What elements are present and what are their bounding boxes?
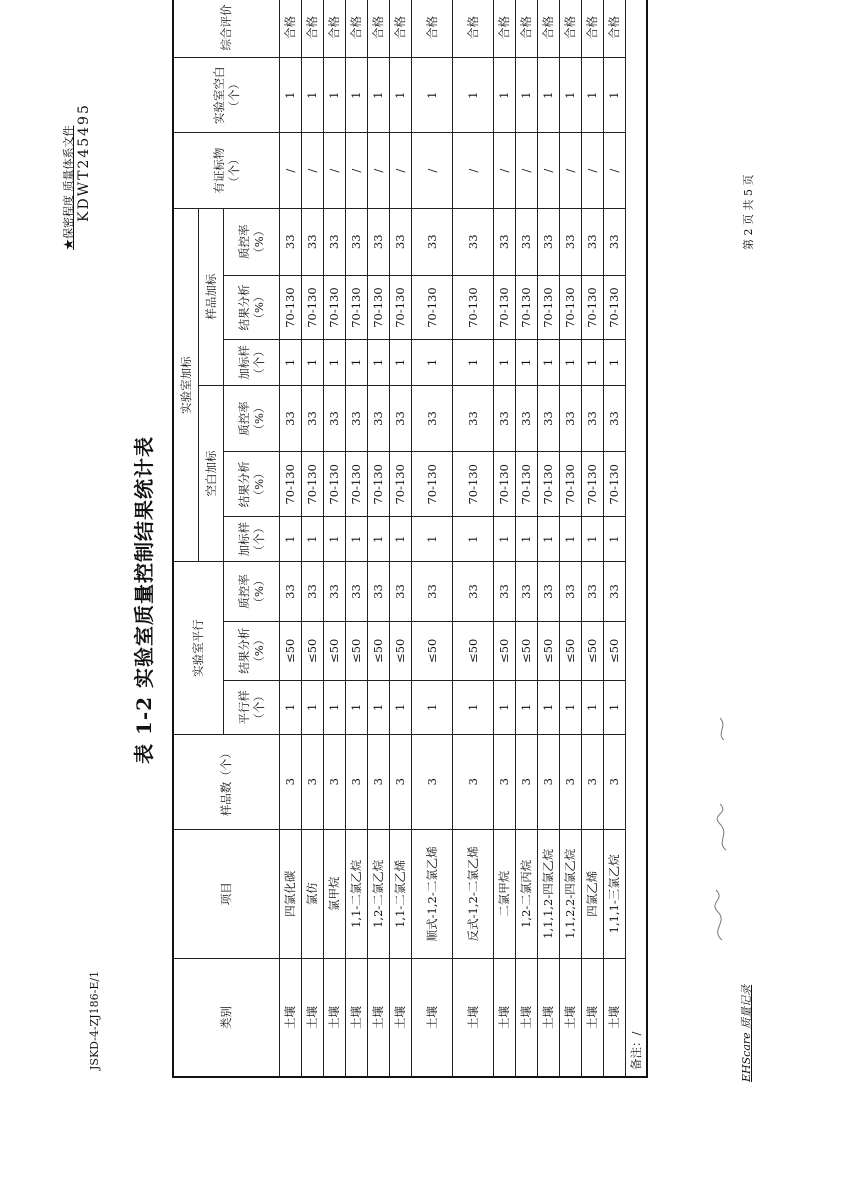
row-overall-eval: 合格 bbox=[560, 0, 582, 57]
row-sample-spike-rate: 33 bbox=[582, 208, 604, 275]
table-row bbox=[453, 0, 494, 1077]
table-row bbox=[346, 0, 368, 1077]
row-sample-spike-rate: 33 bbox=[516, 208, 538, 275]
row-blank-spike-count: 1 bbox=[560, 517, 582, 562]
row-category: 土壤 bbox=[302, 958, 324, 1077]
row-overall-eval: 合格 bbox=[302, 0, 324, 57]
row-item: 氯仿 bbox=[302, 829, 324, 958]
row-blank-spike-rate: 33 bbox=[390, 385, 412, 452]
row-sample-spike-result: 70-130 bbox=[516, 275, 538, 340]
row-sample-count: 3 bbox=[324, 734, 346, 829]
row-blank-spike-count: 1 bbox=[494, 517, 516, 562]
row-parallel-count: 1 bbox=[412, 680, 453, 734]
row-sample-spike-count: 1 bbox=[582, 340, 604, 385]
row-parallel-result: ≤50 bbox=[302, 621, 324, 680]
row-overall-eval: 合格 bbox=[582, 0, 604, 57]
table-row bbox=[280, 0, 302, 1077]
row-parallel-rate: 33 bbox=[516, 562, 538, 621]
row-parallel-result: ≤50 bbox=[604, 621, 626, 680]
header-certified-ref: 有证标物（个） bbox=[173, 133, 280, 208]
row-sample-spike-rate: 33 bbox=[302, 208, 324, 275]
row-lab-blank: 1 bbox=[604, 57, 626, 132]
row-sample-spike-count: 1 bbox=[494, 340, 516, 385]
row-certified-ref: / bbox=[560, 133, 582, 208]
header-lab-spike: 实验室加标 bbox=[173, 208, 199, 562]
row-sample-count: 3 bbox=[368, 734, 390, 829]
header-blank-spike-count: 加标样（个） bbox=[224, 517, 280, 562]
row-overall-eval: 合格 bbox=[494, 0, 516, 57]
row-sample-spike-rate: 33 bbox=[453, 208, 494, 275]
row-sample-count: 3 bbox=[560, 734, 582, 829]
row-blank-spike-result: 70-130 bbox=[538, 452, 560, 517]
row-sample-spike-result: 70-130 bbox=[412, 275, 453, 340]
row-lab-blank: 1 bbox=[494, 57, 516, 132]
row-sample-count: 3 bbox=[390, 734, 412, 829]
row-blank-spike-rate: 33 bbox=[412, 385, 453, 452]
classification-text: 保密程度 质量体系文件 bbox=[62, 125, 75, 239]
row-parallel-count: 1 bbox=[538, 680, 560, 734]
table-row bbox=[390, 0, 412, 1077]
row-parallel-rate: 33 bbox=[368, 562, 390, 621]
row-certified-ref: / bbox=[280, 133, 302, 208]
table-row bbox=[538, 0, 560, 1077]
row-sample-spike-rate: 33 bbox=[324, 208, 346, 275]
row-blank-spike-rate: 33 bbox=[368, 385, 390, 452]
row-item: 二氯甲烷 bbox=[494, 829, 516, 958]
row-sample-spike-rate: 33 bbox=[346, 208, 368, 275]
row-parallel-count: 1 bbox=[280, 680, 302, 734]
row-parallel-rate: 33 bbox=[302, 562, 324, 621]
row-sample-spike-count: 1 bbox=[412, 340, 453, 385]
row-parallel-count: 1 bbox=[346, 680, 368, 734]
table-row bbox=[368, 0, 390, 1077]
handwritten-signature bbox=[700, 600, 740, 1000]
row-sample-spike-result: 70-130 bbox=[280, 275, 302, 340]
page-number: 第 2 页 共 5 页 bbox=[742, 174, 755, 250]
row-sample-count: 3 bbox=[582, 734, 604, 829]
row-parallel-rate: 33 bbox=[582, 562, 604, 621]
row-parallel-result: ≤50 bbox=[346, 621, 368, 680]
row-lab-blank: 1 bbox=[280, 57, 302, 132]
table-row bbox=[494, 0, 516, 1077]
row-blank-spike-result: 70-130 bbox=[412, 452, 453, 517]
row-parallel-count: 1 bbox=[368, 680, 390, 734]
row-category: 土壤 bbox=[324, 958, 346, 1077]
row-parallel-rate: 33 bbox=[324, 562, 346, 621]
row-category: 土壤 bbox=[412, 958, 453, 1077]
row-parallel-result: ≤50 bbox=[560, 621, 582, 680]
row-blank-spike-rate: 33 bbox=[324, 385, 346, 452]
document-number: KDWT245495 bbox=[76, 103, 92, 222]
row-sample-spike-rate: 33 bbox=[368, 208, 390, 275]
header-parallel-result: 结果分析（%） bbox=[224, 621, 280, 680]
row-blank-spike-result: 70-130 bbox=[494, 452, 516, 517]
table-row bbox=[516, 0, 538, 1077]
table-row bbox=[560, 0, 582, 1077]
row-lab-blank: 1 bbox=[560, 57, 582, 132]
row-lab-blank: 1 bbox=[390, 57, 412, 132]
qc-table-container bbox=[172, 0, 648, 1078]
row-sample-spike-rate: 33 bbox=[538, 208, 560, 275]
row-category: 土壤 bbox=[368, 958, 390, 1077]
row-sample-spike-count: 1 bbox=[368, 340, 390, 385]
qc-table-body bbox=[280, 0, 626, 1077]
row-category: 土壤 bbox=[390, 958, 412, 1077]
row-sample-spike-count: 1 bbox=[516, 340, 538, 385]
row-parallel-result: ≤50 bbox=[453, 621, 494, 680]
row-certified-ref: / bbox=[494, 133, 516, 208]
row-blank-spike-count: 1 bbox=[516, 517, 538, 562]
row-blank-spike-count: 1 bbox=[582, 517, 604, 562]
row-blank-spike-rate: 33 bbox=[302, 385, 324, 452]
row-sample-spike-result: 70-130 bbox=[604, 275, 626, 340]
row-sample-spike-count: 1 bbox=[302, 340, 324, 385]
row-blank-spike-count: 1 bbox=[412, 517, 453, 562]
row-overall-eval: 合格 bbox=[604, 0, 626, 57]
header-blank-spike: 空白加标 bbox=[199, 385, 224, 562]
header-parallel-rate: 质控率（%） bbox=[224, 562, 280, 621]
row-lab-blank: 1 bbox=[302, 57, 324, 132]
row-parallel-rate: 33 bbox=[453, 562, 494, 621]
row-sample-count: 3 bbox=[604, 734, 626, 829]
row-sample-count: 3 bbox=[302, 734, 324, 829]
row-parallel-rate: 33 bbox=[346, 562, 368, 621]
row-sample-spike-count: 1 bbox=[346, 340, 368, 385]
row-blank-spike-result: 70-130 bbox=[390, 452, 412, 517]
row-overall-eval: 合格 bbox=[324, 0, 346, 57]
row-lab-blank: 1 bbox=[516, 57, 538, 132]
row-category: 土壤 bbox=[346, 958, 368, 1077]
row-parallel-result: ≤50 bbox=[390, 621, 412, 680]
row-blank-spike-result: 70-130 bbox=[280, 452, 302, 517]
row-blank-spike-rate: 33 bbox=[346, 385, 368, 452]
row-certified-ref: / bbox=[390, 133, 412, 208]
header-sample-spike-rate: 质控率（%） bbox=[224, 208, 280, 275]
row-parallel-count: 1 bbox=[560, 680, 582, 734]
qc-results-table bbox=[172, 0, 648, 1078]
row-parallel-rate: 33 bbox=[390, 562, 412, 621]
row-item: 1,2-二氯乙烷 bbox=[368, 829, 390, 958]
row-category: 土壤 bbox=[582, 958, 604, 1077]
row-sample-spike-count: 1 bbox=[453, 340, 494, 385]
row-parallel-rate: 33 bbox=[604, 562, 626, 621]
row-blank-spike-count: 1 bbox=[324, 517, 346, 562]
row-blank-spike-count: 1 bbox=[453, 517, 494, 562]
row-overall-eval: 合格 bbox=[453, 0, 494, 57]
row-sample-spike-count: 1 bbox=[390, 340, 412, 385]
row-blank-spike-count: 1 bbox=[302, 517, 324, 562]
row-overall-eval: 合格 bbox=[346, 0, 368, 57]
row-blank-spike-count: 1 bbox=[368, 517, 390, 562]
row-sample-count: 3 bbox=[453, 734, 494, 829]
row-certified-ref: / bbox=[368, 133, 390, 208]
row-sample-count: 3 bbox=[346, 734, 368, 829]
row-parallel-result: ≤50 bbox=[324, 621, 346, 680]
row-item: 1,1,2,2-四氯乙烷 bbox=[560, 829, 582, 958]
row-parallel-result: ≤50 bbox=[368, 621, 390, 680]
row-certified-ref: / bbox=[582, 133, 604, 208]
row-lab-blank: 1 bbox=[538, 57, 560, 132]
row-item: 四氯化碳 bbox=[280, 829, 302, 958]
row-overall-eval: 合格 bbox=[412, 0, 453, 57]
row-blank-spike-rate: 33 bbox=[604, 385, 626, 452]
row-blank-spike-result: 70-130 bbox=[302, 452, 324, 517]
row-blank-spike-rate: 33 bbox=[453, 385, 494, 452]
row-lab-blank: 1 bbox=[324, 57, 346, 132]
header-parallel-count: 平行样（个） bbox=[224, 680, 280, 734]
row-blank-spike-rate: 33 bbox=[280, 385, 302, 452]
row-parallel-count: 1 bbox=[302, 680, 324, 734]
row-sample-count: 3 bbox=[494, 734, 516, 829]
header-lab-parallel: 实验室平行 bbox=[173, 562, 224, 734]
row-overall-eval: 合格 bbox=[516, 0, 538, 57]
row-blank-spike-count: 1 bbox=[280, 517, 302, 562]
row-parallel-count: 1 bbox=[582, 680, 604, 734]
row-parallel-count: 1 bbox=[604, 680, 626, 734]
row-sample-spike-result: 70-130 bbox=[302, 275, 324, 340]
row-sample-spike-result: 70-130 bbox=[560, 275, 582, 340]
row-lab-blank: 1 bbox=[453, 57, 494, 132]
row-category: 土壤 bbox=[453, 958, 494, 1077]
row-blank-spike-rate: 33 bbox=[582, 385, 604, 452]
row-sample-count: 3 bbox=[280, 734, 302, 829]
row-sample-spike-rate: 33 bbox=[560, 208, 582, 275]
header-category: 类别 bbox=[173, 958, 280, 1077]
row-sample-spike-result: 70-130 bbox=[453, 275, 494, 340]
row-item: 1,1-二氯乙烯 bbox=[390, 829, 412, 958]
table-row bbox=[302, 0, 324, 1077]
row-parallel-result: ≤50 bbox=[538, 621, 560, 680]
row-category: 土壤 bbox=[604, 958, 626, 1077]
header-item: 项目 bbox=[173, 829, 280, 958]
row-blank-spike-count: 1 bbox=[390, 517, 412, 562]
row-sample-count: 3 bbox=[516, 734, 538, 829]
row-blank-spike-count: 1 bbox=[604, 517, 626, 562]
row-overall-eval: 合格 bbox=[368, 0, 390, 57]
row-parallel-rate: 33 bbox=[280, 562, 302, 621]
row-blank-spike-result: 70-130 bbox=[604, 452, 626, 517]
row-parallel-result: ≤50 bbox=[412, 621, 453, 680]
row-certified-ref: / bbox=[346, 133, 368, 208]
row-item: 氯甲烷 bbox=[324, 829, 346, 958]
row-blank-spike-result: 70-130 bbox=[582, 452, 604, 517]
row-parallel-result: ≤50 bbox=[280, 621, 302, 680]
row-sample-spike-count: 1 bbox=[280, 340, 302, 385]
row-parallel-result: ≤50 bbox=[494, 621, 516, 680]
row-parallel-result: ≤50 bbox=[516, 621, 538, 680]
row-item: 反式-1,2-二氯乙烯 bbox=[453, 829, 494, 958]
row-category: 土壤 bbox=[560, 958, 582, 1077]
table-row bbox=[582, 0, 604, 1077]
row-lab-blank: 1 bbox=[368, 57, 390, 132]
row-certified-ref: / bbox=[302, 133, 324, 208]
row-certified-ref: / bbox=[412, 133, 453, 208]
row-item: 四氯乙烯 bbox=[582, 829, 604, 958]
row-sample-spike-count: 1 bbox=[324, 340, 346, 385]
row-parallel-count: 1 bbox=[453, 680, 494, 734]
row-overall-eval: 合格 bbox=[280, 0, 302, 57]
row-parallel-rate: 33 bbox=[538, 562, 560, 621]
header-sample-spike-result: 结果分析（%） bbox=[224, 275, 280, 340]
row-lab-blank: 1 bbox=[346, 57, 368, 132]
row-category: 土壤 bbox=[516, 958, 538, 1077]
row-sample-spike-rate: 33 bbox=[390, 208, 412, 275]
row-sample-count: 3 bbox=[538, 734, 560, 829]
header-blank-spike-result: 结果分析（%） bbox=[224, 452, 280, 517]
row-certified-ref: / bbox=[453, 133, 494, 208]
row-sample-spike-result: 70-130 bbox=[368, 275, 390, 340]
row-category: 土壤 bbox=[538, 958, 560, 1077]
row-sample-spike-result: 70-130 bbox=[582, 275, 604, 340]
row-sample-spike-result: 70-130 bbox=[494, 275, 516, 340]
row-parallel-count: 1 bbox=[494, 680, 516, 734]
row-parallel-rate: 33 bbox=[412, 562, 453, 621]
row-category: 土壤 bbox=[494, 958, 516, 1077]
header-blank-spike-rate: 质控率（%） bbox=[224, 385, 280, 452]
header-sample-spike-count: 加标样（个） bbox=[224, 340, 280, 385]
row-sample-spike-result: 70-130 bbox=[538, 275, 560, 340]
row-blank-spike-count: 1 bbox=[346, 517, 368, 562]
row-sample-spike-rate: 33 bbox=[412, 208, 453, 275]
row-sample-spike-rate: 33 bbox=[280, 208, 302, 275]
row-item: 1,1,1,2-四氯乙烷 bbox=[538, 829, 560, 958]
row-blank-spike-rate: 33 bbox=[494, 385, 516, 452]
row-blank-spike-result: 70-130 bbox=[560, 452, 582, 517]
table-remark: 备注：/ bbox=[626, 0, 648, 1077]
row-sample-spike-result: 70-130 bbox=[390, 275, 412, 340]
row-blank-spike-result: 70-130 bbox=[516, 452, 538, 517]
row-item: 顺式-1,2-二氯乙烯 bbox=[412, 829, 453, 958]
row-sample-spike-rate: 33 bbox=[494, 208, 516, 275]
header-overall-eval: 综合评价 bbox=[173, 0, 280, 57]
header-sample-spike: 样品加标 bbox=[199, 208, 224, 385]
row-sample-spike-result: 70-130 bbox=[324, 275, 346, 340]
row-blank-spike-rate: 33 bbox=[560, 385, 582, 452]
document-code: JSKD-4-ZJ186-E/1 bbox=[88, 970, 101, 1070]
row-blank-spike-result: 70-130 bbox=[346, 452, 368, 517]
row-parallel-rate: 33 bbox=[494, 562, 516, 621]
row-parallel-count: 1 bbox=[324, 680, 346, 734]
row-sample-count: 3 bbox=[412, 734, 453, 829]
row-item: 1,2-二氯丙烷 bbox=[516, 829, 538, 958]
row-sample-spike-result: 70-130 bbox=[346, 275, 368, 340]
footer-brand: EHScare 质量记录 bbox=[740, 984, 753, 1082]
row-lab-blank: 1 bbox=[412, 57, 453, 132]
table-row bbox=[604, 0, 626, 1077]
row-blank-spike-result: 70-130 bbox=[324, 452, 346, 517]
row-sample-spike-rate: 33 bbox=[604, 208, 626, 275]
row-item: 1,1-二氯乙烷 bbox=[346, 829, 368, 958]
classification-label bbox=[60, 126, 76, 251]
row-blank-spike-rate: 33 bbox=[516, 385, 538, 452]
row-lab-blank: 1 bbox=[582, 57, 604, 132]
row-overall-eval: 合格 bbox=[538, 0, 560, 57]
row-sample-spike-count: 1 bbox=[604, 340, 626, 385]
row-item: 1,1,1-三氯乙烷 bbox=[604, 829, 626, 958]
row-overall-eval: 合格 bbox=[390, 0, 412, 57]
row-certified-ref: / bbox=[516, 133, 538, 208]
table-row bbox=[324, 0, 346, 1077]
row-blank-spike-count: 1 bbox=[538, 517, 560, 562]
row-sample-spike-count: 1 bbox=[538, 340, 560, 385]
row-certified-ref: / bbox=[324, 133, 346, 208]
row-certified-ref: / bbox=[604, 133, 626, 208]
header-lab-blank: 实验室空白（个） bbox=[173, 57, 280, 132]
row-sample-spike-count: 1 bbox=[560, 340, 582, 385]
row-blank-spike-result: 70-130 bbox=[453, 452, 494, 517]
row-parallel-result: ≤50 bbox=[582, 621, 604, 680]
header-sample-count: 样品数（个） bbox=[173, 734, 280, 829]
classification-star: ★ bbox=[62, 239, 75, 250]
row-blank-spike-result: 70-130 bbox=[368, 452, 390, 517]
row-parallel-rate: 33 bbox=[560, 562, 582, 621]
row-category: 土壤 bbox=[280, 958, 302, 1077]
table-row bbox=[412, 0, 453, 1077]
row-parallel-count: 1 bbox=[390, 680, 412, 734]
table-title: 表 1-2 实验室质量控制结果统计表 bbox=[132, 435, 156, 765]
row-certified-ref: / bbox=[538, 133, 560, 208]
row-parallel-count: 1 bbox=[516, 680, 538, 734]
row-blank-spike-rate: 33 bbox=[538, 385, 560, 452]
